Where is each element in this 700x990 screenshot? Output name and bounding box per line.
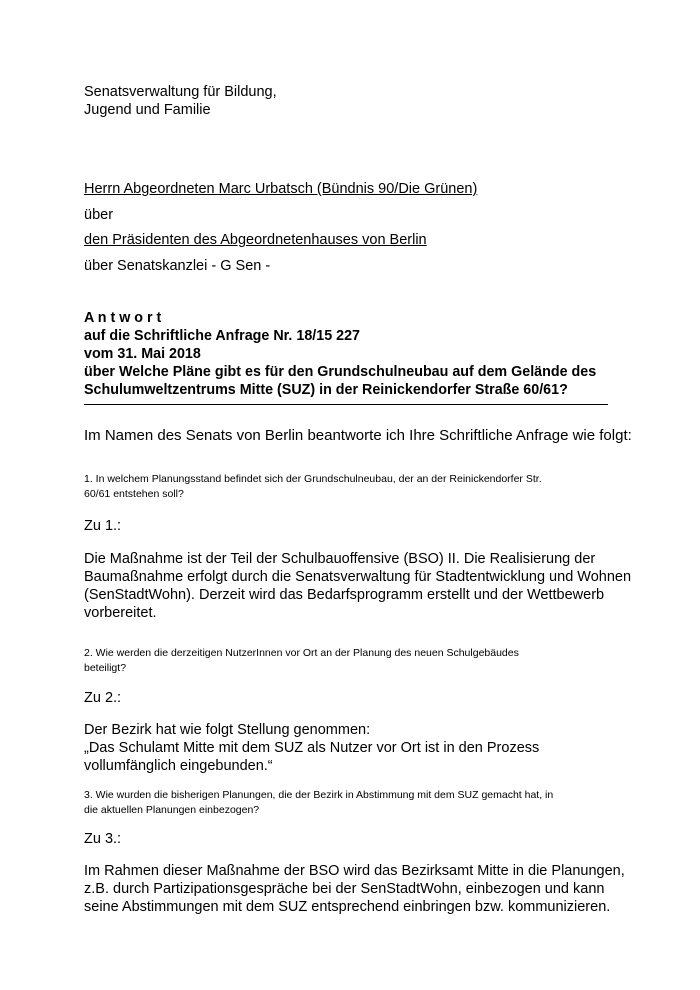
answer-2-line-3: vollumfänglich eingebunden.“: [84, 758, 273, 774]
question-1-line-1: 1. In welchem Planungsstand befindet sich der Grundschulneubau, der an der Reinickendorfer Str.: [84, 473, 542, 485]
anfrage-date: vom 31. Mai 2018: [84, 346, 201, 362]
zu-3-label: Zu 3.:: [84, 831, 122, 847]
answer-3-line-3: seine Abstimmungen mit dem SUZ entsprechend einbringen bzw. kommunizieren.: [84, 899, 611, 915]
intro-text: Im Namen des Senats von Berlin beantworte ich Ihre Schriftliche Anfrage wie folgt:: [84, 427, 632, 444]
answer-1: [84, 550, 632, 622]
answer-3-line-2: z.B. durch Partizipationsgespräche bei der SenStadtWohn, einbezogen und kann: [84, 881, 605, 897]
question-3-line-2: die aktuellen Planungen einbezogen?: [84, 804, 260, 816]
question-2-line-2: beteiligt?: [84, 662, 127, 674]
answer-1-line-2: Baumaßnahme erfolgt durch die Senatsverwaltung für Stadtentwicklung und Wohnen: [84, 569, 632, 585]
via-line-2: über Senatskanzlei - G Sen -: [84, 258, 271, 274]
answer-2-line-1: Der Bezirk hat wie folgt Stellung genommen:: [84, 722, 371, 738]
zu-1-label: Zu 1.:: [84, 518, 122, 534]
question-2-line-1: 2. Wie werden die derzeitigen NutzerInnen vor Ort an der Planung des neuen Schulgebäudes: [84, 647, 519, 659]
recipient: Herrn Abgeordneten Marc Urbatsch (Bündnis 90/Die Grünen): [84, 181, 478, 197]
subject-line-1: über Welche Pläne gibt es für den Grundschulneubau auf dem Gelände des: [84, 364, 597, 380]
question-3: [84, 788, 616, 818]
answer-2: [84, 721, 624, 775]
question-3-line-1: 3. Wie wurden die bisherigen Planungen, die der Bezirk in Abstimmung mit dem SUZ gemacht hat, in: [84, 789, 554, 801]
answer-heading: [84, 309, 644, 399]
question-2: [84, 646, 616, 676]
antwort-title: A n t w o r t: [84, 310, 162, 326]
answer-3: [84, 862, 624, 916]
separator-line: [84, 404, 608, 405]
answer-3-line-1: Im Rahmen dieser Maßnahme der BSO wird das Bezirksamt Mitte in die Planungen,: [84, 863, 625, 879]
sender-line-2: Jugend und Familie: [84, 102, 211, 118]
sender-line-1: Senatsverwaltung für Bildung,: [84, 84, 277, 100]
sender-block: [84, 83, 277, 119]
anfrage-number: auf die Schriftliche Anfrage Nr. 18/15 227: [84, 328, 360, 344]
via-line-1: über: [84, 207, 114, 223]
answer-2-line-2: „Das Schulamt Mitte mit dem SUZ als Nutzer vor Ort ist in den Prozess: [84, 740, 540, 756]
question-1-line-2: 60/61 entstehen soll?: [84, 488, 184, 500]
zu-2-label: Zu 2.:: [84, 690, 122, 706]
question-1: [84, 472, 616, 502]
answer-1-line-4: vorbereitet.: [84, 605, 157, 621]
president-line: den Präsidenten des Abgeordnetenhauses von Berlin: [84, 232, 427, 248]
subject-line-2: Schulumweltzentrums Mitte (SUZ) in der Reinickendorfer Straße 60/61?: [84, 382, 568, 398]
answer-1-line-3: (SenStadtWohn). Derzeit wird das Bedarfsprogramm erstellt und der Wettbewerb: [84, 587, 605, 603]
answer-1-line-1: Die Maßnahme ist der Teil der Schulbauoffensive (BSO) II. Die Realisierung der: [84, 551, 596, 567]
